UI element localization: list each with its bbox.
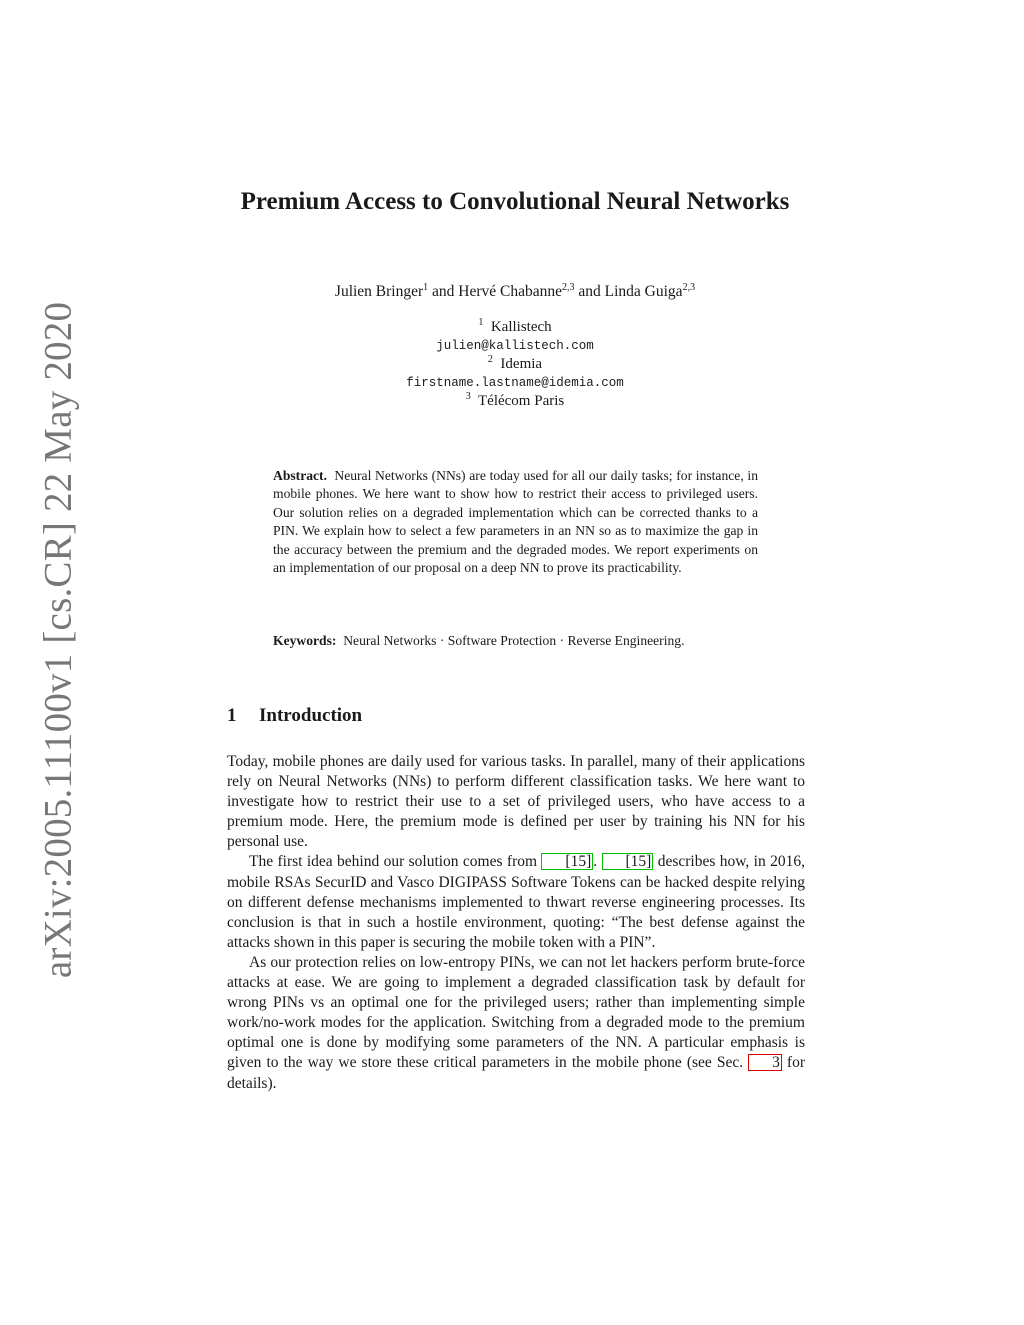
keywords-label: Keywords:: [273, 633, 337, 648]
affiliations-block: [230, 318, 800, 411]
paragraph-text: The first idea behind our solution comes from: [249, 853, 542, 871]
citation-link[interactable]: [15]: [602, 853, 654, 870]
author-affiliation-mark: 2,3: [682, 282, 696, 293]
paragraph-text: for details).: [227, 1054, 805, 1092]
paragraph: [227, 953, 805, 1094]
author-separator: and: [574, 283, 605, 300]
section-reference-link[interactable]: 3: [748, 1054, 782, 1071]
affiliation-number: 1: [478, 317, 484, 328]
abstract-label: Abstract.: [273, 468, 327, 483]
paragraph-text: As our protection relies on low-entropy PINs, we can not let hackers perform brute-force attacks at ease. We are going to implement a degraded classification task by default for wrong PINs vs an optimal one for the privileged users; rather than implementing simple work/no-work modes for the application. Switching from a degraded mode to the premium optimal one is done by modifying some parameters of the NN. A particular emphasis is given to the way we store these critical parameters in the mobile phone (see Sec.: [227, 953, 805, 1072]
paragraph: Today, mobile phones are daily used for various tasks. In parallel, many of their applications rely on Neural Networks (NNs) to perform different classification tasks. We here want to investigate how to restrict their use to a set of privileged users, who have access to a premium mode. Here, the premium mode is defined per user by training his NN for his personal use.: [227, 753, 805, 851]
affiliation-idemia: [230, 355, 800, 374]
affiliation-name: Télécom Paris: [478, 393, 565, 409]
affiliation-number: 2: [487, 354, 493, 365]
paper-title: Premium Access to Convolutional Neural Networks: [240, 188, 790, 215]
author-line: [230, 283, 800, 301]
paragraph-text: .: [593, 853, 602, 871]
citation-link[interactable]: [15]: [541, 853, 593, 870]
section-number: 1: [227, 705, 237, 726]
affiliation-email: julien@kallistech.com: [436, 338, 594, 353]
keywords: [273, 632, 758, 650]
affiliation-telecom-paris: [230, 392, 800, 411]
abstract-text: Neural Networks (NNs) are today used for all our daily tasks; for instance, in mobile phones. We here want to show how to restrict their access to privileged users. Our solution relies on a degraded implementation which can be corrected thanks to a PIN. We explain how to select a few parameters in an NN so as to maximize the gap in the accuracy between the premium and the degraded modes. We report experiments on an implementation of our proposal on a deep NN to prove its practicability.: [273, 468, 758, 576]
affiliation-kallistech: [230, 318, 800, 337]
affiliation-name: Idemia: [500, 356, 543, 372]
keywords-text: Neural Networks · Software Protection · Reverse Engineering.: [343, 633, 685, 648]
author-name: Linda Guiga: [604, 283, 683, 300]
author-affiliation-mark: 2,3: [562, 282, 575, 293]
section-body: [227, 752, 805, 1094]
affiliation-number: 3: [465, 391, 471, 402]
section-heading: [227, 705, 362, 727]
arxiv-stamp: arXiv:2005.11100v1 [cs.CR] 22 May 2020: [36, 301, 80, 979]
paragraph: [227, 852, 805, 952]
affiliation-email: firstname.lastname@idemia.com: [406, 375, 624, 390]
affiliation-name: Kallistech: [490, 319, 552, 335]
author-name: Hervé Chabanne: [458, 283, 563, 300]
abstract: [273, 467, 758, 577]
author-affiliation-mark: 1: [423, 282, 429, 293]
author-name: Julien Bringer: [334, 283, 424, 300]
author-separator: and: [428, 283, 459, 300]
section-title: Introduction: [259, 705, 363, 726]
paragraph-text: describes how, in 2016, mobile RSAs SecurID and Vasco DIGIPASS Software Tokens can be hacked despite relying on different defense mechanisms implemented to thwart reverse engineering processes. Its conclusion is that in such a hostile environment, quoting: “The best defense against the attacks shown in this paper is securing the mobile token with a PIN”.: [227, 853, 805, 951]
